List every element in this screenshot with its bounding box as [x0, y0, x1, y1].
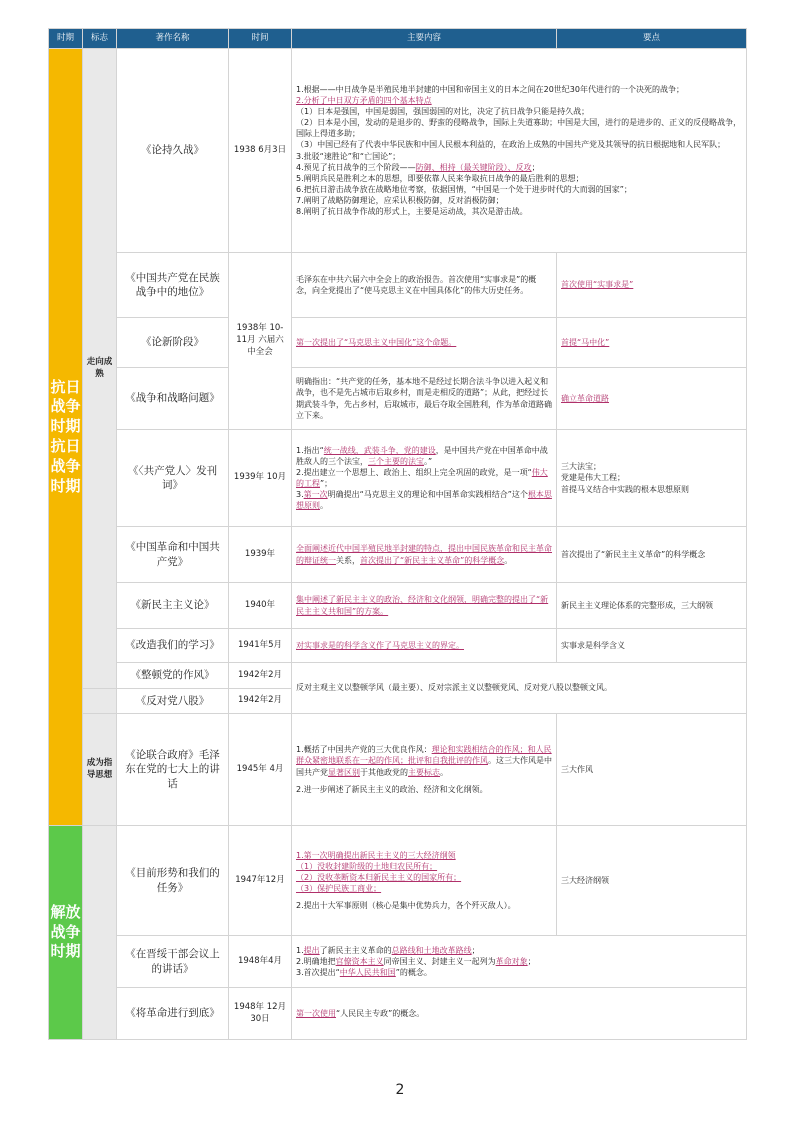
content-cell — [292, 714, 557, 826]
content-cell: 明确指出：“共产党的任务，基本地不是经过长期合法斗争以进入起义和战争，也不是先占城市后取乡村，而是走相反的道路”；从此，把经过长期武装斗争，先占乡村，后取城市，最后夺取全国胜利，作为革命道路确立下来。 — [292, 368, 557, 430]
era-liberation — [49, 826, 83, 1040]
text-run: 。 — [320, 501, 328, 511]
work-title: 《改造我们的学习》 — [117, 629, 229, 663]
text-run: 。 — [440, 767, 448, 777]
summary-sheet — [48, 28, 746, 1040]
header-key: 要点 — [557, 29, 747, 49]
content-line — [296, 967, 742, 978]
text-highlight: 理论和实践相结合的作风；和人民群众紧密地联系在一起的作风；批评和自我批评的作风 — [296, 745, 552, 766]
text-highlight: 官僚资本主义 — [335, 956, 384, 966]
text-highlight: 全面阐述近代中国半殖民地半封建的特点，提出中国民族革命和民主革命的辩证统一 — [296, 544, 552, 565]
row-revolution-end — [49, 988, 747, 1040]
text-run: 。这三大作风是中国共产党 — [296, 756, 552, 777]
mark-blank — [83, 689, 117, 714]
mark-maturing-label: 走向成熟 — [86, 356, 113, 379]
works-table — [48, 28, 747, 1040]
text-run: 3. — [296, 490, 304, 500]
work-time: 1945年 4月 — [229, 714, 292, 826]
text-highlight: 根本思想原则 — [296, 490, 552, 511]
text-highlight: 伟大的工程 — [296, 467, 548, 488]
text-highlight: 主要标志 — [408, 767, 440, 777]
content-line: 2.提出十大军事原则（核心是集中优势兵力，各个歼灭敌人）。 — [296, 901, 516, 911]
content-line: 8.阐明了抗日战争作战的形式上，主要是运动战，其次是游击战。 — [296, 206, 528, 216]
key-line: 三大法宝； — [561, 462, 601, 472]
text-run: ”的概念。 — [395, 968, 432, 978]
content-line: （3）中国已经有了代表中华民族和中国人民根本利益的，在政治上成熟的中国共产党及其领导的抗日根据地和人民军队； — [296, 140, 726, 150]
header-work: 著作名称 — [117, 29, 229, 49]
text-run: 。 — [504, 555, 513, 565]
key-line: 党建是伟大工程； — [561, 473, 625, 483]
content-line — [296, 445, 552, 467]
content-line-highlight: （2）没收垄断资本归新民主主义的国家所有； — [296, 872, 462, 882]
text-run: ； — [471, 945, 480, 955]
content-line: 3.批驳“速胜论”和“亡国论”； — [296, 151, 401, 161]
content-cell — [292, 629, 557, 663]
content-line: 6.把抗日游击战争放在战略地位考察，依据国情，“中国是一个处于进步时代的大而弱的国家”； — [296, 184, 632, 194]
text-run: 1.指出“ — [296, 445, 324, 455]
row-present-situation — [49, 826, 747, 936]
text-highlight: 第一次提出了“马克思主义中国化”这个命题。 — [296, 337, 457, 347]
row-cpc-position — [49, 253, 747, 318]
header-mark: 标志 — [83, 29, 117, 49]
work-time: 1938 6月3日 — [229, 49, 292, 253]
era-anti-japanese — [49, 49, 83, 826]
content-line: 5.阐明兵民是胜利之本的思想，即要依靠人民来争取抗日战争的最后胜利的思想； — [296, 173, 584, 183]
text-run: 了新民主主义革命的 — [319, 945, 392, 955]
content-line — [296, 945, 742, 956]
content-cell — [292, 527, 557, 583]
text-run: 明确提出“马克思主义的理论和中国革命实践相结合”这个 — [327, 490, 528, 500]
content-cell — [292, 318, 557, 368]
mark-guiding-label: 成为指导思想 — [86, 757, 113, 780]
key-cell: 三大经济纲领 — [557, 826, 747, 936]
work-title: 《论持久战》 — [117, 49, 229, 253]
text-highlight: 中华人民共和国 — [339, 968, 396, 978]
row-war-strategy — [49, 368, 747, 430]
key-cell — [557, 368, 747, 430]
text-highlight: 显著区别 — [328, 767, 360, 777]
work-time: 1947年12月 — [229, 826, 292, 936]
work-title: 《在晋绥干部会议上的讲话》 — [117, 936, 229, 988]
header-row — [49, 29, 747, 49]
work-title: 《论联合政府》毛泽东在党的七大上的讲话 — [117, 714, 229, 826]
text-run: 2.明确地把 — [296, 956, 336, 966]
content-line-highlight: 1.第一次明确提出新民主主义的三大经济纲领 — [296, 850, 456, 860]
mark-guiding — [83, 714, 117, 826]
content-cell — [292, 826, 557, 936]
work-time: 1942年2月 — [229, 689, 292, 714]
era-anti-japanese-label: 抗日战争时期抗日战争时期 — [50, 377, 81, 495]
content-line-highlight: （3）保护民族工商业； — [296, 884, 382, 894]
content-line — [296, 956, 742, 967]
content-cell — [292, 988, 747, 1040]
content-cell — [292, 936, 747, 988]
content-line: （1）日本是强国，中国是弱国，强国弱国的对比，决定了抗日战争只能是持久战； — [296, 107, 590, 117]
work-time: 1939年 10月 — [229, 430, 292, 527]
content-line: （2）日本是小国，发动的是退步的、野蛮的侵略战争，国际上失道寡助；中国是大国，进行的是进步的、正义的反侵略战争，国际上得道多助； — [296, 118, 742, 139]
row-communist-intro — [49, 430, 747, 527]
row-protracted-war — [49, 49, 747, 253]
key-cell: 新民主主义理论体系的完整形成，三大纲领 — [557, 583, 747, 629]
text-highlight: 总路线和土地改革路线 — [391, 945, 472, 955]
key-cell: 三大作风 — [557, 714, 747, 826]
text-highlight: 革命对象 — [495, 956, 528, 966]
work-time: 1939年 — [229, 527, 292, 583]
work-title: 《论新阶段》 — [117, 318, 229, 368]
key-cell — [557, 318, 747, 368]
content-cell — [292, 583, 557, 629]
text-run: 1.概括了中国共产党的三大优良作风： — [296, 745, 432, 755]
text-highlight: 对实事求是的科学含义作了马克思主义的界定。 — [296, 640, 464, 650]
key-highlight: 首次使用“实事求是” — [561, 280, 634, 290]
text-highlight: 统一战线，武装斗争，党的建设 — [323, 445, 436, 455]
text-run: ； — [531, 162, 540, 172]
header-time: 时间 — [229, 29, 292, 49]
content-cell — [292, 49, 747, 253]
work-title: 《战争和战略问题》 — [117, 368, 229, 430]
row-reform-study — [49, 629, 747, 663]
key-cell — [557, 253, 747, 318]
content-line — [296, 467, 552, 489]
content-cell — [292, 430, 557, 527]
text-run: 3.首次提出“ — [296, 968, 340, 978]
mark-blank — [83, 826, 117, 1040]
mark-maturing — [83, 49, 117, 689]
text-highlight: 三个主要的法宝 — [368, 456, 424, 466]
content-cell: 毛泽东在中共六届六中全会上的政治报告。首次使用“实事求是”的概念，向全党提出了“使马克思主义在中国具体化”的伟大历史任务。 — [292, 253, 557, 318]
text-run: ； — [527, 956, 536, 966]
row-new-stage — [49, 318, 747, 368]
text-highlight: 首次提出了“新民主主义革命”的科学概念 — [360, 555, 505, 565]
header-period: 时期 — [49, 29, 83, 49]
work-title: 《将革命进行到底》 — [117, 988, 229, 1040]
text-highlight: 第一次 — [303, 490, 328, 500]
header-content: 主要内容 — [292, 29, 557, 49]
text-run: 于其他政党的 — [360, 767, 408, 777]
work-title: 《〈共产党人〉发刊词》 — [117, 430, 229, 527]
content-line — [296, 489, 552, 511]
content-line: 2.进一步阐述了新民主主义的政治、经济和文化纲领。 — [296, 784, 488, 794]
content-line-highlight: 2.分析了中日双方矛盾的四个基本特点 — [296, 96, 432, 106]
text-highlight: 防御、相持（最关键阶段）、反攻 — [415, 162, 532, 172]
content-line — [296, 744, 552, 777]
text-highlight: 提出 — [303, 945, 320, 955]
text-run: 2.提出建立一个思想上、政治上、组织上完全巩固的政党，是一项“ — [296, 467, 532, 477]
work-title: 《新民主主义论》 — [117, 583, 229, 629]
text-run: 关系， — [336, 555, 360, 565]
row-jinsui-speech — [49, 936, 747, 988]
text-run: 4.预见了抗日战争的三个阶段—— — [296, 162, 416, 172]
text-run: ”； — [320, 479, 333, 488]
key-cell: 实事求是科学含义 — [557, 629, 747, 663]
work-title: 《反对党八股》 — [117, 689, 229, 714]
work-time: 1938年 10-11月 六届六中全会 — [229, 253, 292, 430]
content-line: 1.根据——中日战争是半殖民地半封建的中国和帝国主义的日本之间在20世纪30年代进行的一个决死的战争； — [296, 85, 684, 95]
content-line — [296, 162, 742, 173]
work-time: 1940年 — [229, 583, 292, 629]
text-run: 1. — [296, 945, 304, 955]
text-highlight: 第一次使用 — [296, 1008, 336, 1018]
era-liberation-label: 解放战争时期 — [50, 902, 81, 961]
key-highlight: 确立革命道路 — [561, 393, 609, 403]
work-time: 1941年5月 — [229, 629, 292, 663]
content-cell: 反对主观主义以整顿学风（最主要）、反对宗派主义以整顿党风、反对党八股以整顿文风。 — [292, 663, 747, 714]
content-line-highlight: （1）没收封建阶级的土地归农民所有； — [296, 861, 438, 871]
key-line: 首提马义结合中实践的根本思想原则 — [561, 484, 689, 494]
work-title: 《中国革命和中国共产党》 — [117, 527, 229, 583]
row-coalition-gov — [49, 714, 747, 826]
key-cell — [557, 430, 747, 527]
work-time: 1942年2月 — [229, 663, 292, 689]
row-new-democracy — [49, 583, 747, 629]
work-title: 《目前形势和我们的任务》 — [117, 826, 229, 936]
text-run: 。” — [424, 456, 433, 466]
key-highlight: 首提“马中化” — [561, 337, 610, 347]
work-time: 1948年4月 — [229, 936, 292, 988]
row-rectify-style — [49, 663, 747, 689]
work-title: 《整顿党的作风》 — [117, 663, 229, 689]
key-cell: 首次提出了“新民主主义革命”的科学概念 — [557, 527, 747, 583]
text-run: 同帝国主义、封建主义一起列为 — [383, 956, 496, 966]
work-title: 《中国共产党在民族战争中的地位》 — [117, 253, 229, 318]
text-highlight: 集中阐述了新民主主义的政治、经济和文化纲领，明确完整的提出了“新民主主义共和国”的方案。 — [296, 595, 549, 616]
work-time: 1948年 12月30日 — [229, 988, 292, 1040]
row-revolution-cpc — [49, 527, 747, 583]
page-number: 2 — [395, 1082, 405, 1098]
text-run: ，是中国共产党在中国革命中战胜敌人的三个法宝， — [296, 445, 548, 466]
text-run: “人民民主专政”的概念。 — [336, 1008, 425, 1018]
content-line: 7.阐明了战略防御理论，应采认积极防御，反对消极防御； — [296, 195, 504, 205]
